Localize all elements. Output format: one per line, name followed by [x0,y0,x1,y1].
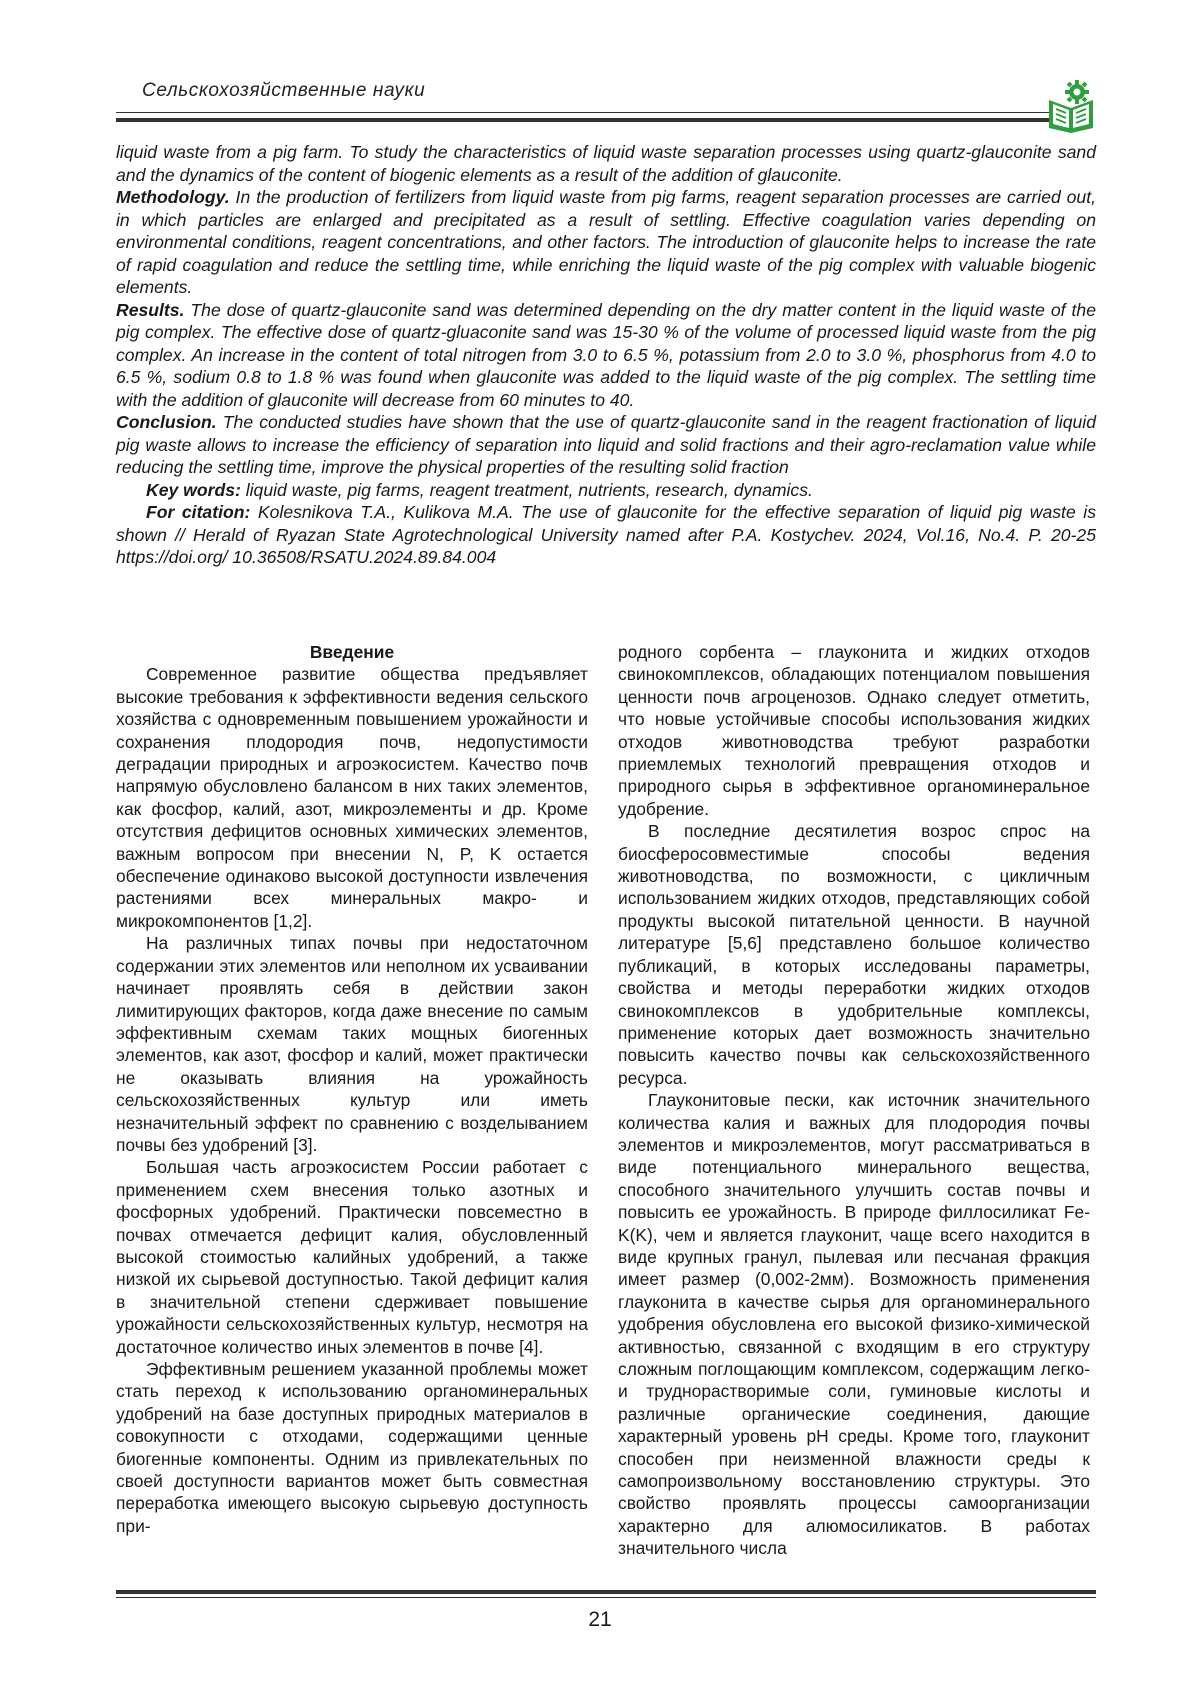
header-rule-thick [116,118,1056,122]
header-rule-thin [116,112,1056,113]
abstract-methodology [116,186,1096,299]
methodology-text: In the production of fertilizers from liquid waste from pig farms, reagent separation processes are carried out, in which particles are enlarged and precipitated as a result of settling. Effective coagulation varies depending on environmental conditions, reagent concentrations, and other factors. The introduction of glauconite helps to increase the rate of rapid coagulation and reduce the settling time, while enriching the liquid waste of the pig complex with valuable biogenic elements. [116,187,1096,297]
abstract-citation [116,501,1096,569]
body-paragraph: На различных типах почвы при недостаточном содержании этих элементов или неполном их усваивании начинает проявлять себя в действии закон лимитирующих факторов, когда даже внесение по самым эффективным схемам таких мощных биогенных элементов, как азот, фосфор и калий, может практически не оказывать влияния на урожайность сельскохозяйственных культур или иметь незначительный эффект по сравнению с возделыванием почвы без удобрений [3]. [116,933,588,1155]
running-head-title: Сельскохозяйственные науки [142,80,426,101]
keywords-text: liquid waste, pig farms, reagent treatment, nutrients, research, dynamics. [240,479,813,500]
results-label: Results. [116,299,185,320]
keywords-label: Key words: [146,479,241,500]
abstract-keywords [116,479,1096,502]
body-paragraph: Большая часть агроэкосистем России работает с применением схем внесения только азотных и фосфорных удобрений. Практически повсеместно в почвах отмечается дефицит калия, обусловленный высокой стоимостью калийных удобрений, а также низкой их сырьевой доступностью. Такой дефицит калия в значительной степени сдерживает повышение урожайности сельскохозяйственных культур, несмотря на достаточное количество иных элементов в почве [4]. [116,1157,588,1357]
footer-rule-thin [116,1597,1096,1598]
page-number: 21 [588,1608,612,1631]
citation-text: Kolesnikova T.A., Kulikova M.A. The use of glauconite for the effective separation of liquid pig waste is shown // Herald of Ryazan State Agrotechnological University named after P.A. Kostychev. 2024, Vol.16, No.4. P. 20-25 https://doi.org/ 10.36508/RSATU.2024.89.84.004 [116,502,1096,567]
body-column-right [618,641,1090,1560]
body-paragraph: Глауконитовые пески, как источник значительного количества калия и важных для плодородия почвы элементов и микроэлементов, могут рассматриваться в виде потенциального минерального вещества, способного значительного улучшить состав почвы и повысить ее урожайность. В природе филлосиликат Fe-K(K), чем и является глауконит, чаще всего находится в виде крупных гранул, пылевая или песчаная фракция имеет размер (0,002-2мм). Возможность применения глауконита в качестве сырья для органоминерального удобрения обусловлена его высокой физико-химической активностью, связанной с входящим в его структуру сложным поглощающим комплексом, содержащим легко- и труднорастворимые соли, гуминовые кислоты и различные органические соединения, дающие характерный уровень pH среды. Кроме того, глауконит способен при неизменной влажности среды к самопроизвольному восстановлению структуры. Это свойство проявлять процессы самоорганизации характерно для алюмосиликатов. В работах значительного числа [618,1090,1090,1559]
body-paragraph: Современное развитие общества предъявляет высокие требования к эффективности ведения сельского хозяйства с одновременным повышением урожайности и сохранения плодородия почв, недопустимости деградации природных и агроэкосистем. Качество почв напрямую обусловлено балансом в них таких элементов, как фосфор, калий, азот, микроэлементы и др. Кроме отсутствия дефицитов основных химических элементов, важным вопросом при внесении N, P, K остается обеспечение одинаково высокой доступности извлечения растениями всех минеральных макро- и микрокомпонентов [1,2]. [116,664,588,931]
abstract-block [116,141,1096,569]
methodology-label: Methodology. [116,187,230,207]
conclusion-text: The conducted studies have shown that the use of quartz-glauconite sand in the reagent fractionation of liquid pig waste allows to increase the efficiency of separation into liquid and solid fractions and their agro-reclamation value while reducing the settling time, improve the physical properties of the resulting solid fraction [116,412,1096,477]
citation-label: For citation: [146,502,251,522]
abstract-intro: liquid waste from a pig farm. To study the characteristics of liquid waste separation processes using quartz-glauconite sand and the dynamics of the content of biogenic elements as a result of the addition of glauconite. [116,142,1096,185]
body-paragraph-continuation: родного сорбента – глауконита и жидких отходов свинокомплексов, обладающих потенциалом повышения ценности почв агроценозов. Однако следует отметить, что новые устойчивые способы использования жидких отходов животноводства требуют разработки приемлемых технологий превращения отходов и природного сырья в эффективное органоминеральное удобрение. [618,642,1090,819]
abstract-results [116,299,1096,412]
results-text: The dose of quartz-glauconite sand was determined depending on the dry matter content in the liquid waste of the pig complex. The effective dose of quartz-gluaconite sand was 15-30 % of the volume of processed liquid waste from the pig complex. An increase in the content of total nitrogen from 3.0 to 6.5 %, potassium from 2.0 to 3.0 %, phosphorus from 4.0 to 6.5 %, sodium 0.8 to 1.8 % was found when glauconite was added to the liquid waste of the pig complex. The settling time with the addition of glauconite will decrease from 60 minutes to 40. [116,299,1096,410]
body-paragraph: В последние десятилетия возрос спрос на биосферосовместимые способы ведения животноводства, по возможности, с цикличным использованием жидких отходов, представляющих собой продукты высокой питательной ценности. В научной литературе [5,6] представлено большое количество публикаций, в которых исследованы параметры, свойства и методы переработки жидких отходов свинокомплексов в удобрительные комплексы, применение которых дает возможность значительно повысить качество почвы как сельскохозяйственного ресурса. [618,821,1090,1088]
book-gear-logo-icon [1043,78,1099,134]
abstract-conclusion [116,411,1096,479]
footer-rule-thick [116,1590,1096,1594]
section-title-introduction: Введение [309,642,395,662]
conclusion-label: Conclusion. [116,412,217,432]
body-paragraph: Эффективным решением указанной проблемы может стать переход к использованию органоминеральных удобрений на базе доступных природных материалов в совокупности с отходами, содержащими ценные биогенные компоненты. Одним из привлекательных по своей доступности вариантов может быть совместная переработка имеющего высокую сырьевую доступность при- [116,1359,588,1536]
body-column-left [116,641,588,1537]
